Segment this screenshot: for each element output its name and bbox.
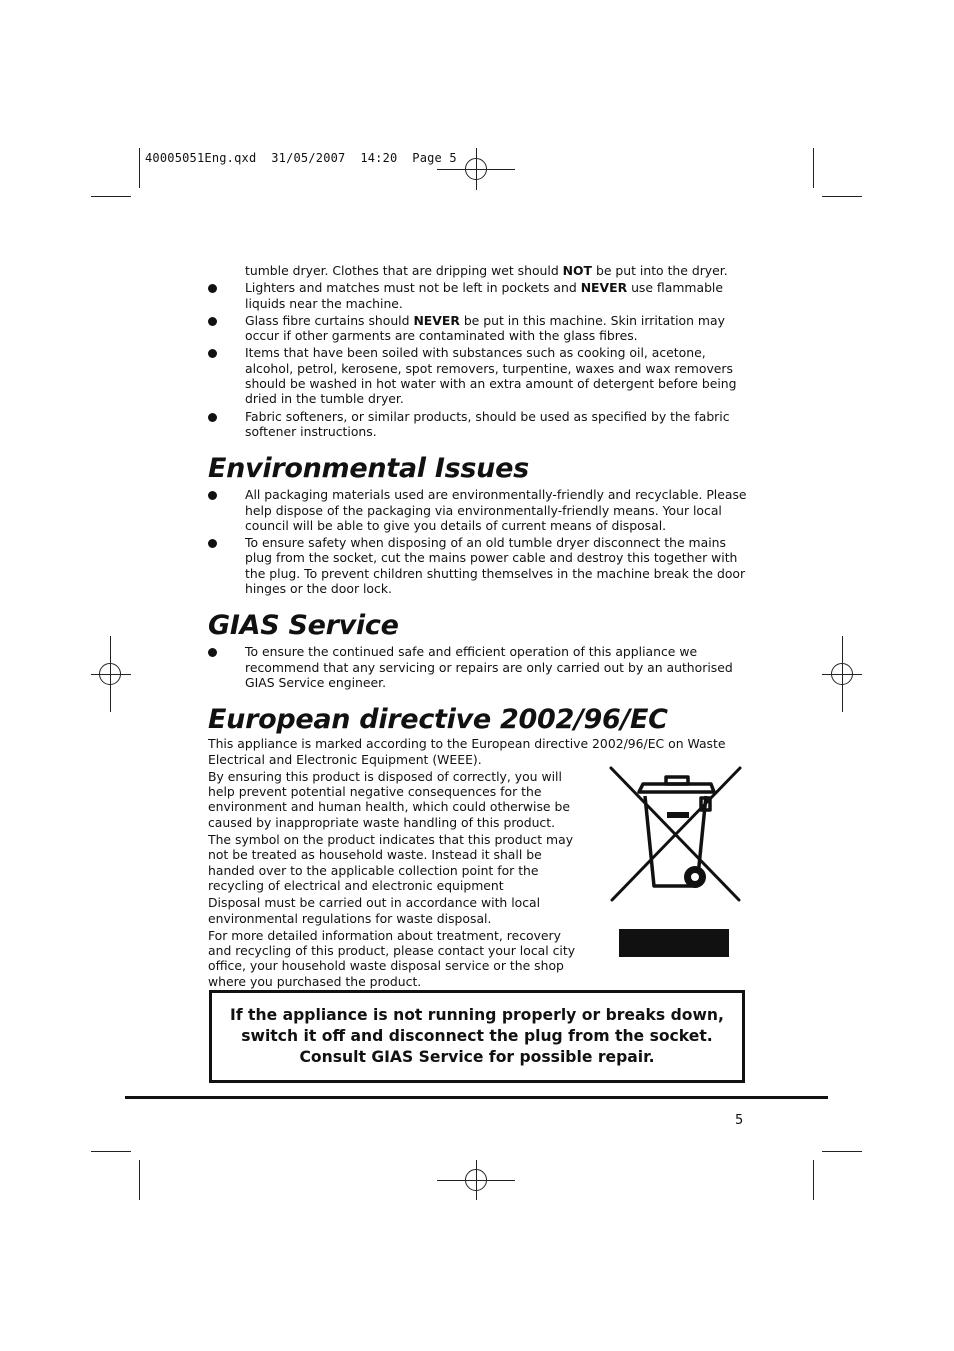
crop-mark	[822, 196, 862, 197]
list-item: All packaging materials used are environmentally-friendly and recyclable. Please help dispose of the packaging via environmentally-friendly means. Your local council will be able to give you details of current means of disposal.	[208, 487, 748, 533]
directive-intro: This appliance is marked according to the European directive 2002/96/EC on Waste Electrical and Electronic Equipment (WEEE).	[208, 736, 726, 767]
service-list	[208, 644, 748, 690]
list-item: Glass fibre curtains should NEVER be put in this machine. Skin irritation may occur if other garments are contaminated with the glass fibres.	[208, 313, 748, 344]
safety-list	[208, 280, 748, 439]
page-number: 5	[735, 1113, 744, 1128]
crop-mark	[91, 1151, 131, 1152]
environmental-list	[208, 487, 748, 596]
list-item: Fabric softeners, or similar products, should be used as specified by the fabric softener instructions.	[208, 409, 748, 440]
notice-line: switch it off and disconnect the plug from the socket.	[241, 1027, 713, 1045]
paragraph: By ensuring this product is disposed of correctly, you will help prevent potential negative consequences for the environment and human health, which could otherwise be caused by inappropriate waste handling of this product.	[208, 768, 570, 830]
crossed-out-wheelie-bin-icon	[609, 766, 743, 960]
crop-mark	[822, 1151, 862, 1152]
notice-line: Consult GIAS Service for possible repair.	[299, 1048, 655, 1066]
repair-notice-box	[209, 990, 745, 1083]
crop-mark	[813, 148, 814, 188]
crop-mark	[91, 196, 131, 197]
paragraph: For more detailed information about treatment, recovery and recycling of this product, please contact your local city office, your household waste disposal service or the shop where you purchased the product.	[208, 927, 576, 989]
section-heading-service: GIAS Service	[208, 610, 399, 642]
crop-mark	[813, 1160, 814, 1200]
list-item: To ensure the continued safe and efficient operation of this appliance we recommend that any servicing or repairs are only carried out by an authorised GIAS Service engineer.	[208, 644, 748, 690]
directive-body	[208, 769, 586, 989]
footer-rule	[125, 1096, 828, 1099]
paragraph: The symbol on the product indicates that this product may not be treated as household waste. Instead it shall be handed over to the applicable collection point for the recycling of electrical and electronic equipment	[208, 832, 574, 893]
crop-mark	[139, 1160, 140, 1200]
list-item: Lighters and matches must not be left in pockets and NEVER use flammable liquids near the machine.	[208, 280, 748, 311]
crop-mark	[139, 148, 140, 188]
symbol-bar	[619, 929, 729, 957]
list-item: To ensure safety when disposing of an old tumble dryer disconnect the mains plug from the socket, cut the mains power cable and destroy this together with the plug. To prevent children shutting themselves in the machine break the door hinges or the door lock.	[208, 535, 748, 596]
notice-line: If the appliance is not running properly or breaks down,	[230, 1006, 724, 1024]
section-heading-directive: European directive 2002/96/EC	[208, 704, 668, 736]
continued-text: tumble dryer. Clothes that are dripping wet should NOT be put into the dryer.	[245, 263, 728, 278]
printer-slug: 40005051Eng.qxd 31/05/2007 14:20 Page 5	[145, 151, 457, 165]
paragraph: Disposal must be carried out in accordance with local environmental regulations for waste disposal.	[208, 895, 541, 926]
list-item: Items that have been soiled with substances such as cooking oil, acetone, alcohol, petrol, kerosene, spot removers, turpentine, waxes and wax removers should be washed in hot water with an extra amount of detergent before being dried in the tumble dryer.	[208, 345, 748, 406]
section-heading-environmental: Environmental Issues	[208, 453, 529, 485]
